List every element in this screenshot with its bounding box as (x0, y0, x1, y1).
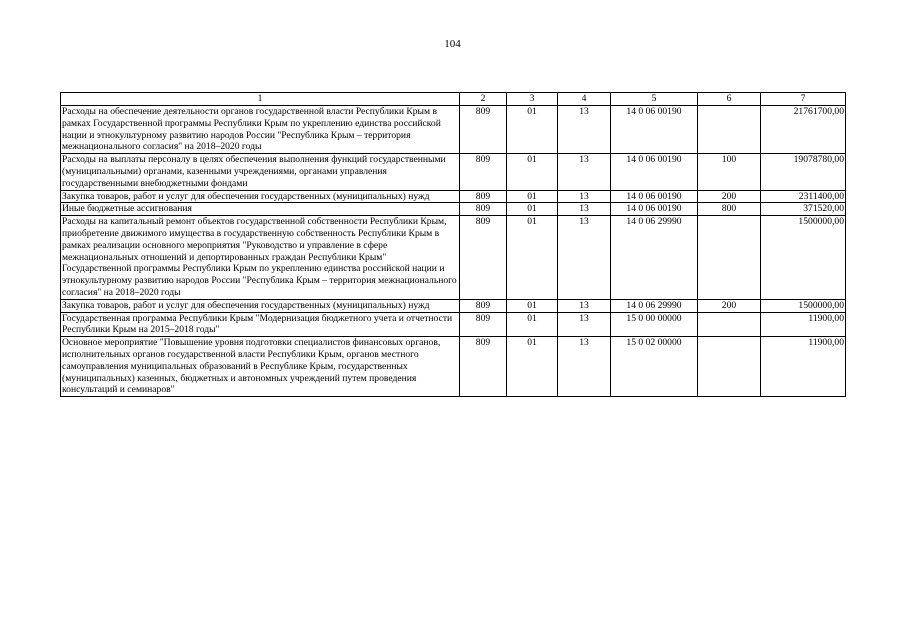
row-target-code: 14 0 06 00190 (611, 190, 698, 203)
row-target-code: 14 0 06 00190 (611, 154, 698, 190)
row-amount: 371520,00 (761, 203, 846, 216)
row-amount: 21761700,00 (761, 106, 846, 154)
row-expense-type: 200 (698, 299, 761, 312)
budget-table (60, 92, 846, 397)
row-ministry-code: 809 (460, 190, 507, 203)
row-subsection-code: 13 (558, 190, 611, 203)
row-target-code: 14 0 06 29990 (611, 216, 698, 300)
header-col-2: 2 (460, 93, 507, 106)
row-ministry-code: 809 (460, 299, 507, 312)
row-expense-type (698, 216, 761, 300)
row-subsection-code: 13 (558, 337, 611, 397)
header-col-7: 7 (761, 93, 846, 106)
row-ministry-code: 809 (460, 337, 507, 397)
table-row (61, 216, 846, 300)
table-row (61, 312, 846, 337)
table-row (61, 106, 846, 154)
row-section-code: 01 (507, 106, 558, 154)
row-section-code: 01 (507, 154, 558, 190)
row-amount: 2311400,00 (761, 190, 846, 203)
row-target-code: 14 0 06 29990 (611, 299, 698, 312)
table-row (61, 203, 846, 216)
header-col-6: 6 (698, 93, 761, 106)
row-subsection-code: 13 (558, 299, 611, 312)
page-number: 104 (444, 38, 461, 50)
row-subsection-code: 13 (558, 154, 611, 190)
row-name: Государственная программа Республики Крым "Модернизация бюджетного учета и отчетности Республики Крым на 2015–2018 годы" (61, 312, 460, 337)
header-col-1: 1 (61, 93, 460, 106)
row-subsection-code: 13 (558, 203, 611, 216)
row-expense-type: 800 (698, 203, 761, 216)
header-col-5: 5 (611, 93, 698, 106)
row-target-code: 15 0 02 00000 (611, 337, 698, 397)
row-section-code: 01 (507, 203, 558, 216)
row-name: Иные бюджетные ассигнования (61, 203, 460, 216)
row-subsection-code: 13 (558, 106, 611, 154)
table-row (61, 190, 846, 203)
row-section-code: 01 (507, 216, 558, 300)
row-ministry-code: 809 (460, 154, 507, 190)
row-amount: 11900,00 (761, 312, 846, 337)
row-name: Основное мероприятие "Повышение уровня подготовки специалистов финансовых органов, исполнительных органов государственной власти Республики Крым, органов местного самоуправления муниципальных образований в Республике Крым, государственных (муниципальных) казенных, бюджетных и автономных учреждений путем проведения консультаций и семинаров" (61, 337, 460, 397)
row-ministry-code: 809 (460, 216, 507, 300)
row-name: Закупка товаров, работ и услуг для обеспечения государственных (муниципальных) нужд (61, 299, 460, 312)
row-amount: 1500000,00 (761, 216, 846, 300)
row-name: Расходы на обеспечение деятельности органов государственной власти Республики Крым в рамках Государственной программы Республики Крым по укреплению единства российской нации и этнокультурному развитию народов России "Республика Крым – территория межнационального согласия" на 2018–2020 годы (61, 106, 460, 154)
row-amount: 19078780,00 (761, 154, 846, 190)
row-target-code: 14 0 06 00190 (611, 203, 698, 216)
row-expense-type: 200 (698, 190, 761, 203)
row-target-code: 14 0 06 00190 (611, 106, 698, 154)
header-col-3: 3 (507, 93, 558, 106)
row-amount: 1500000,00 (761, 299, 846, 312)
row-ministry-code: 809 (460, 203, 507, 216)
table-row (61, 154, 846, 190)
table-header-row (61, 93, 846, 106)
row-target-code: 15 0 00 00000 (611, 312, 698, 337)
row-expense-type (698, 106, 761, 154)
table-row (61, 337, 846, 397)
row-subsection-code: 13 (558, 216, 611, 300)
row-name: Расходы на выплаты персоналу в целях обеспечения выполнения функций государственными (муниципальными) органами, казенными учреждениями, органами управления государственными внебюджетными фондами (61, 154, 460, 190)
row-amount: 11900,00 (761, 337, 846, 397)
row-ministry-code: 809 (460, 312, 507, 337)
row-expense-type (698, 312, 761, 337)
row-expense-type: 100 (698, 154, 761, 190)
row-ministry-code: 809 (460, 106, 507, 154)
header-col-4: 4 (558, 93, 611, 106)
row-subsection-code: 13 (558, 312, 611, 337)
row-section-code: 01 (507, 312, 558, 337)
row-section-code: 01 (507, 190, 558, 203)
row-section-code: 01 (507, 299, 558, 312)
row-name: Расходы на капитальный ремонт объектов государственной собственности Республики Крым, приобретение движимого имущества в государственную собственность Республики Крым в рамках реализации основного мероприятия "Руководство и управление в сфере межнациональных отношений и депортированных граждан Республики Крым" Государственной программы Республики Крым по укреплению единства российской нации и этнокультурному развитию народов России "Республика Крым – территория межнационального согласия" на 2018–2020 годы (61, 216, 460, 300)
table-row (61, 299, 846, 312)
row-section-code: 01 (507, 337, 558, 397)
row-name: Закупка товаров, работ и услуг для обеспечения государственных (муниципальных) нужд (61, 190, 460, 203)
row-expense-type (698, 337, 761, 397)
